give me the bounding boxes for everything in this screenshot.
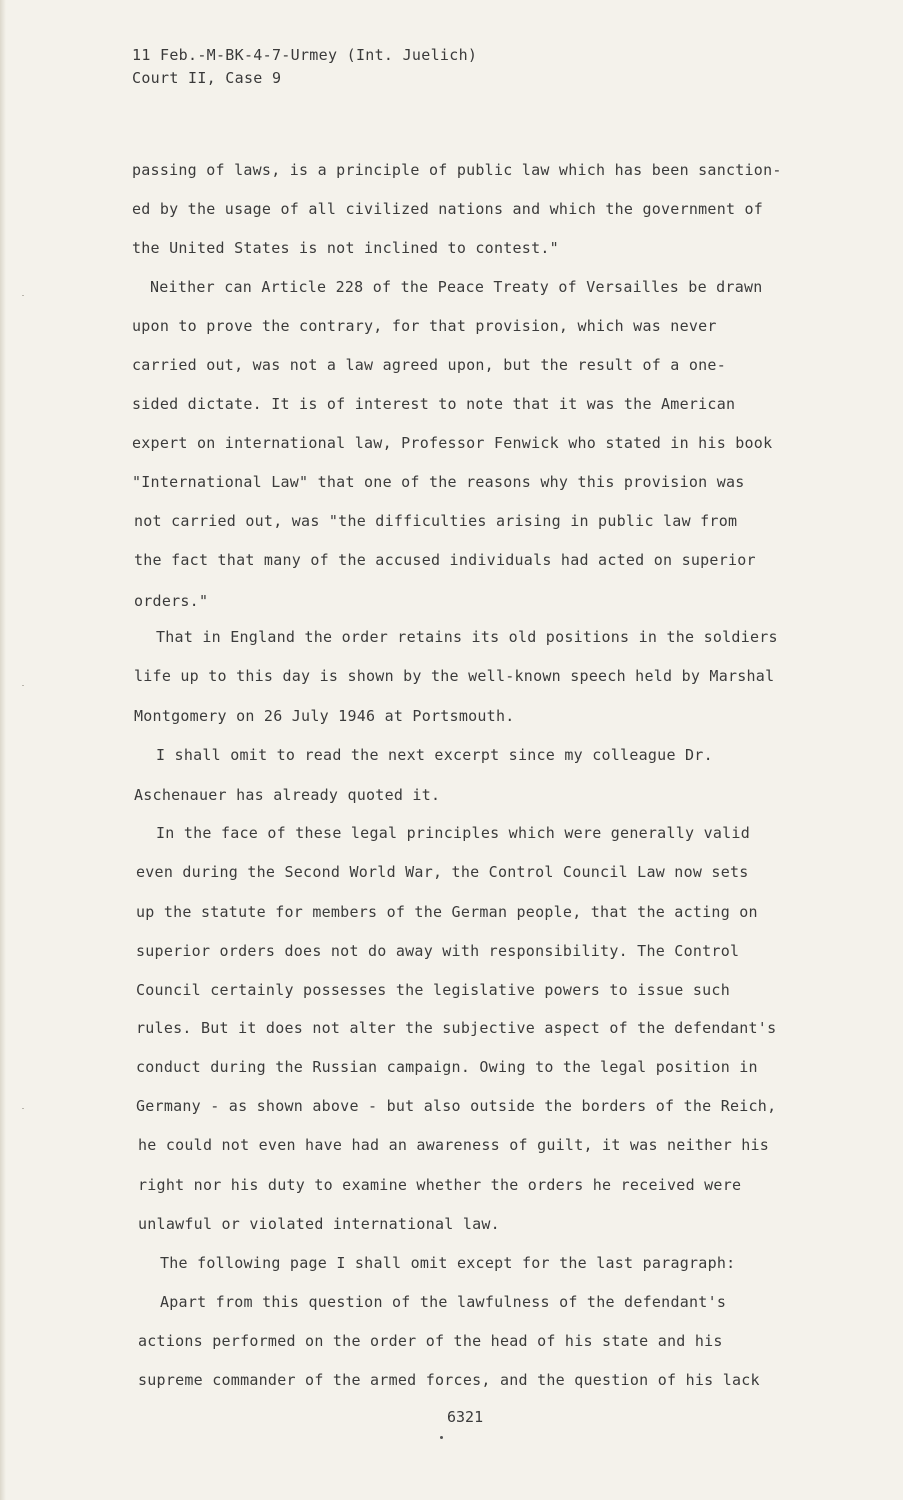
paper-mark [22,295,24,296]
text-line: Montgomery on 26 July 1946 at Portsmouth. [134,707,515,725]
text-line: he could not even have had an awareness of guilt, it was neither his [138,1136,770,1154]
text-line: Council certainly possesses the legislative powers to issue such [136,981,730,999]
text-line: the United States is not inclined to contest." [132,239,559,257]
text-line: That in England the order retains its old positions in the soldiers [156,628,778,646]
text-line: I shall omit to read the next excerpt since my colleague Dr. [156,746,713,764]
text-line: rules. But it does not alter the subjective aspect of the defendant's [136,1019,777,1037]
text-line: Aschenauer has already quoted it. [134,786,441,804]
text-line: expert on international law, Professor Fenwick who stated in his book [132,434,773,452]
text-line: passing of laws, is a principle of public law which has been sanction- [132,161,782,179]
text-line: right nor his duty to examine whether the orders he received were [138,1176,742,1194]
text-line: Neither can Article 228 of the Peace Treaty of Versailles be drawn [150,278,763,296]
ink-dot-mark [440,1436,443,1439]
text-line: up the statute for members of the German people, that the acting on [136,903,758,921]
text-line: Germany - as shown above - but also outside the borders of the Reich, [136,1097,777,1115]
text-line: orders." [134,592,209,610]
text-line: the fact that many of the accused individuals had acted on superior [134,551,756,569]
text-line: actions performed on the order of the head of his state and his [138,1332,723,1350]
paper-mark [22,1108,24,1109]
text-line: supreme commander of the armed forces, and the question of his lack [138,1371,760,1389]
text-line: upon to prove the contrary, for that provision, which was never [132,317,717,335]
text-line: not carried out, was "the difficulties arising in public law from [134,512,738,530]
text-line: unlawful or violated international law. [138,1215,500,1233]
text-line: even during the Second World War, the Control Council Law now sets [136,863,749,881]
text-line: ed by the usage of all civilized nations and which the government of [132,200,764,218]
text-line: superior orders does not do away with responsibility. The Control [136,942,740,960]
text-line: life up to this day is shown by the well-known speech held by Marshal [134,667,775,685]
header-line-session: 11 Feb.-M-BK-4-7-Urmey (Int. Juelich) [132,46,478,64]
text-line: "International Law" that one of the reasons why this provision was [132,473,745,491]
text-line: sided dictate. It is of interest to note that it was the American [132,395,736,413]
text-line: Apart from this question of the lawfulness of the defendant's [160,1293,727,1311]
text-line: The following page I shall omit except for the last paragraph: [160,1254,736,1272]
text-line: carried out, was not a law agreed upon, but the result of a one- [132,356,726,374]
paper-mark [22,685,24,686]
page-number: 6321 [447,1408,484,1426]
header-line-court: Court II, Case 9 [132,69,282,87]
text-line: conduct during the Russian campaign. Owing to the legal position in [136,1058,758,1076]
text-line: In the face of these legal principles which were generally valid [156,824,750,842]
